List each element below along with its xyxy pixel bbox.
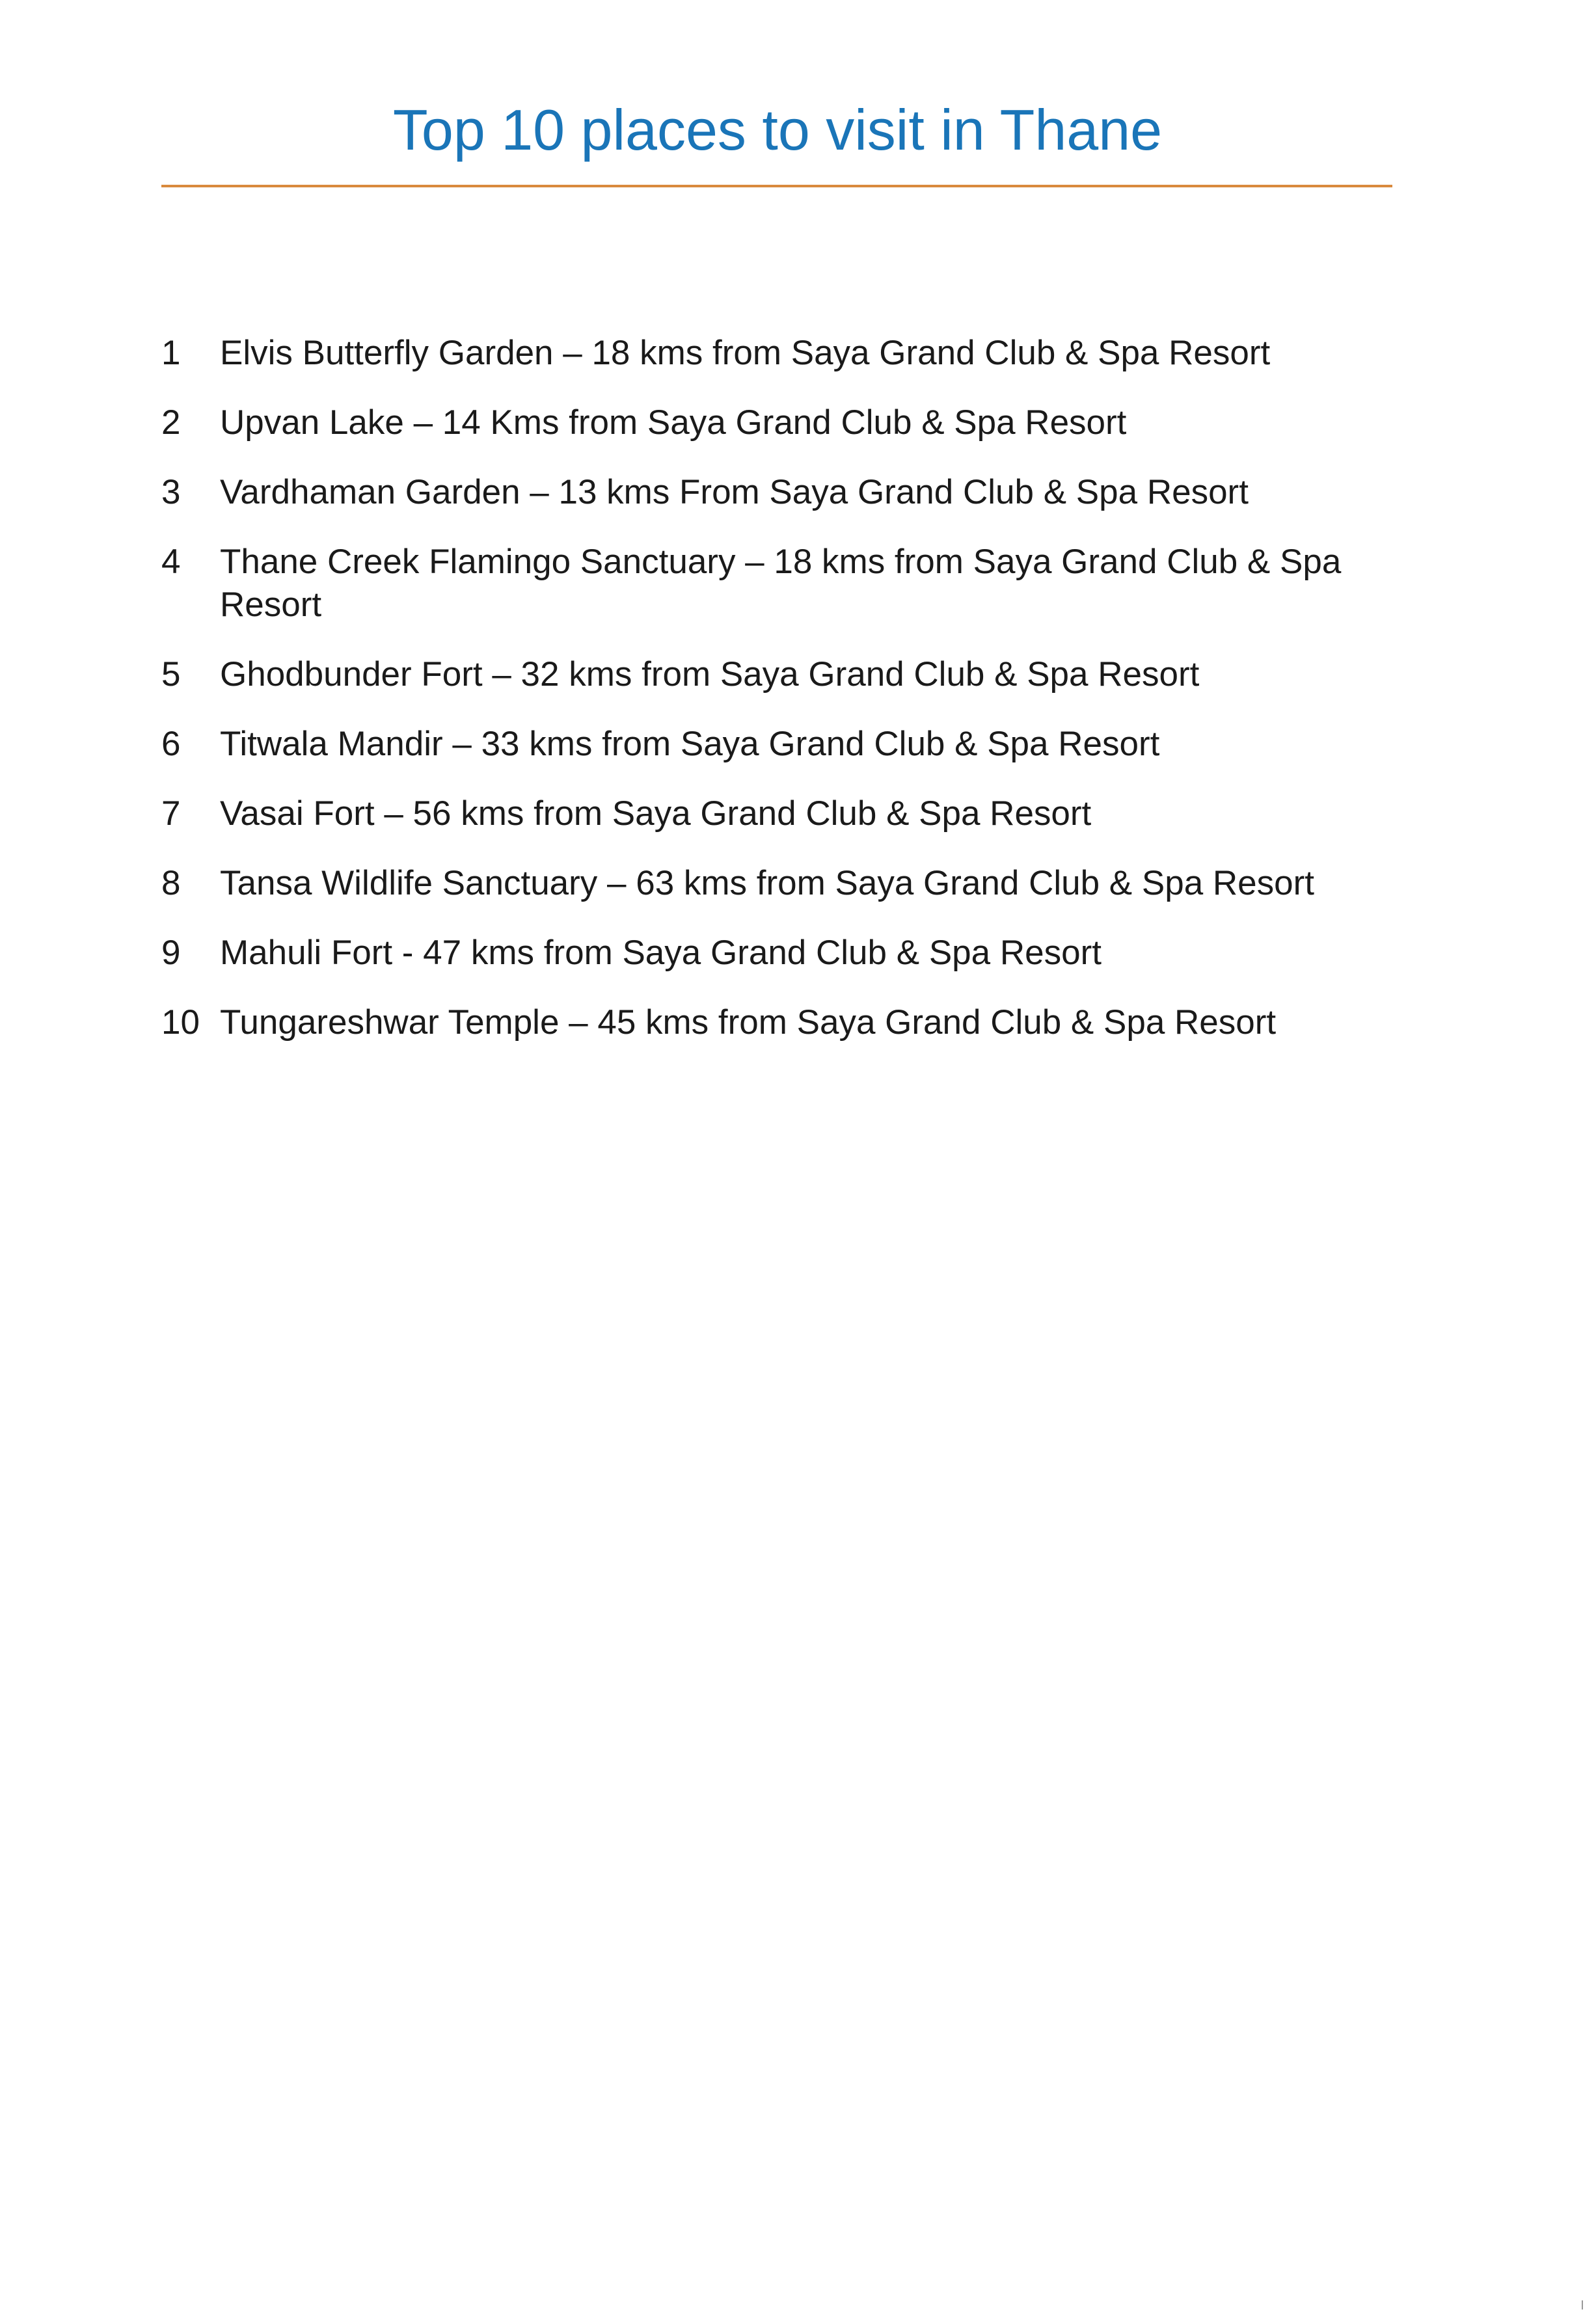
list-item bbox=[161, 401, 1398, 444]
list-item-number: 3 bbox=[161, 473, 181, 511]
title-divider bbox=[161, 185, 1392, 187]
list-item-text: Tansa Wildlife Sanctuary – 63 kms from Saya Grand Club & Spa Resort bbox=[220, 864, 1314, 902]
places-list bbox=[161, 332, 1398, 1071]
list-item-number: 6 bbox=[161, 725, 181, 763]
list-item-number: 10 bbox=[161, 1003, 200, 1042]
list-item-number: 1 bbox=[161, 334, 181, 372]
page-title: Top 10 places to visit in Thane bbox=[392, 98, 1163, 162]
list-item-text: Titwala Mandir – 33 kms from Saya Grand Club & Spa Resort bbox=[220, 725, 1160, 763]
page-corner-mark bbox=[1582, 2300, 1583, 2309]
list-item bbox=[161, 723, 1398, 766]
list-item bbox=[161, 862, 1398, 905]
list-item-text: Mahuli Fort - 47 kms from Saya Grand Club & Spa Resort bbox=[220, 934, 1102, 972]
list-item-text: Upvan Lake – 14 Kms from Saya Grand Club & Spa Resort bbox=[220, 403, 1127, 442]
list-item bbox=[161, 332, 1398, 375]
list-item-number: 8 bbox=[161, 864, 181, 902]
list-item-text: Vardhaman Garden – 13 kms From Saya Grand Club & Spa Resort bbox=[220, 473, 1249, 511]
list-item-text: Thane Creek Flamingo Sanctuary – 18 kms from Saya Grand Club & Spa Resort bbox=[220, 543, 1342, 624]
list-item-text: Vasai Fort – 56 kms from Saya Grand Club & Spa Resort bbox=[220, 794, 1092, 833]
list-item-number: 4 bbox=[161, 543, 181, 581]
list-item bbox=[161, 653, 1398, 696]
list-item-text: Elvis Butterfly Garden – 18 kms from Saya Grand Club & Spa Resort bbox=[220, 334, 1271, 372]
list-item-number: 5 bbox=[161, 655, 181, 693]
list-item-text: Tungareshwar Temple – 45 kms from Saya Grand Club & Spa Resort bbox=[220, 1003, 1277, 1042]
list-item bbox=[161, 932, 1398, 975]
list-item bbox=[161, 792, 1398, 835]
list-item-number: 9 bbox=[161, 934, 181, 972]
list-item bbox=[161, 1001, 1398, 1044]
list-item bbox=[161, 471, 1398, 514]
list-item-number: 2 bbox=[161, 403, 181, 442]
list-item-text: Ghodbunder Fort – 32 kms from Saya Grand Club & Spa Resort bbox=[220, 655, 1200, 693]
list-item-number: 7 bbox=[161, 794, 181, 833]
list-item bbox=[161, 541, 1398, 626]
